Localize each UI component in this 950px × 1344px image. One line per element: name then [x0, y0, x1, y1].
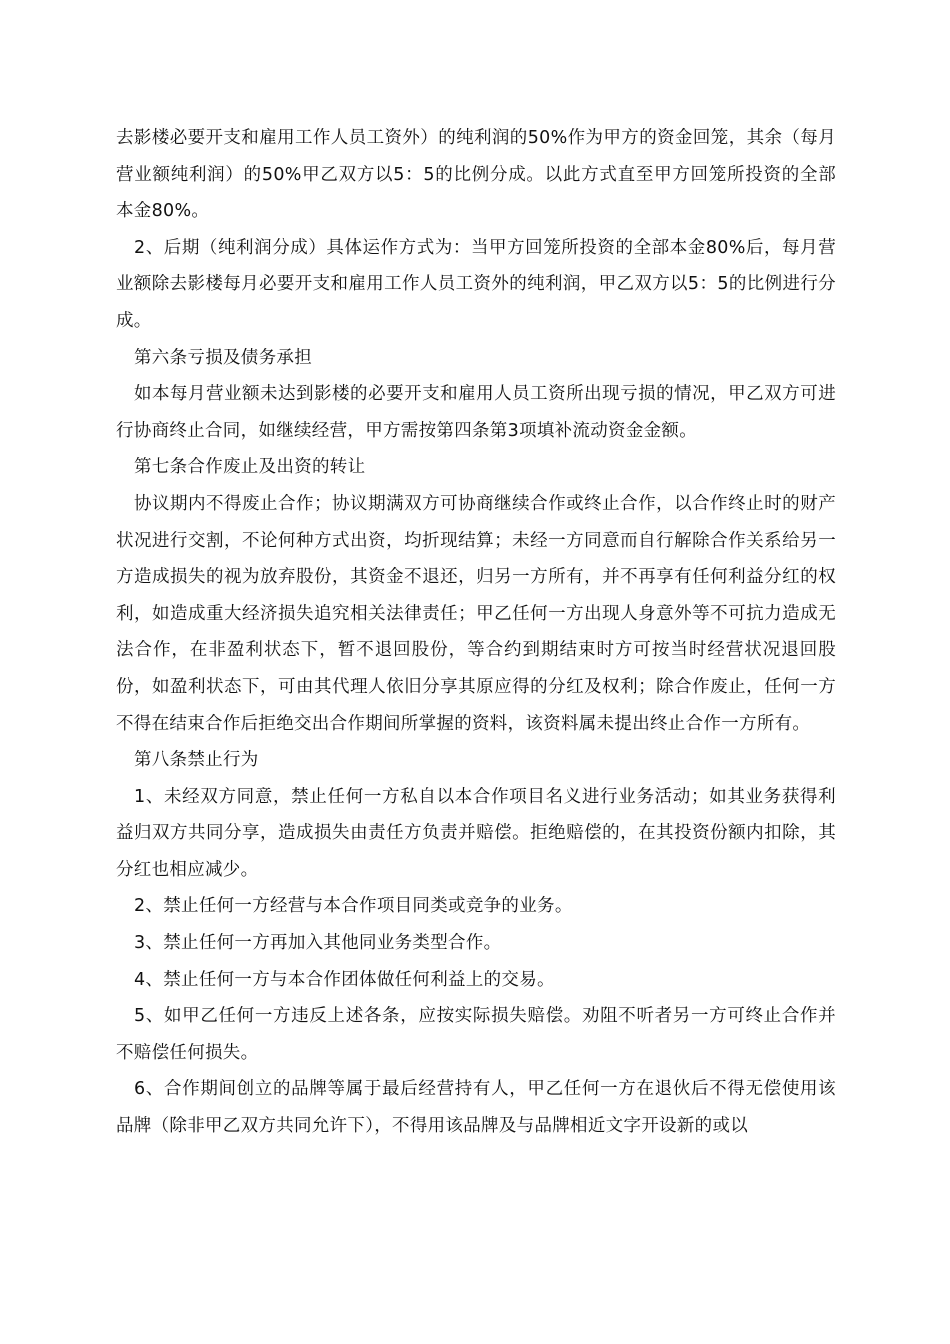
paragraph-prohibition-6: 6、合作期间创立的品牌等属于最后经营持有人，甲乙任何一方在退伙后不得无偿使用该品牌（除非甲乙双方共同允许下），不得用该品牌及与品牌相近文字开设新的或以	[116, 1079, 836, 1137]
paragraph-continued-profit-split: 去影楼必要开支和雇用工作人员工资外）的纯利润的50%作为甲方的资金回笼，其余（每月营业额纯利润）的50%甲乙双方以5：5的比例分成。以此方式直至甲方回笼所投资的全部本金80%。	[116, 128, 836, 222]
paragraph-prohibition-2: 2、禁止任何一方经营与本合作项目同类或竞争的业务。	[134, 896, 573, 917]
paragraph-prohibition-5: 5、如甲乙任何一方违反上述各条，应按实际损失赔偿。劝阻不听者另一方可终止合作并不赔偿任何损失。	[116, 1006, 836, 1063]
section-heading-article-8: 第八条禁止行为	[134, 750, 259, 771]
paragraph-prohibition-3: 3、禁止任何一方再加入其他同业务类型合作。	[134, 933, 502, 954]
paragraph-prohibition-4: 4、禁止任何一方与本合作团体做任何利益上的交易。	[134, 969, 555, 990]
paragraph-prohibition-1: 1、未经双方同意，禁止任何一方私自以本合作项目名义进行业务活动；如其业务获得利益归双方共同分享，造成损失由责任方负责并赔偿。拒绝赔偿的，在其投资份额内扣除，其分红也相应减少。	[116, 786, 836, 880]
paragraph-loss-debt: 如本每月营业额未达到影楼的必要开支和雇用人员工资所出现亏损的情况，甲乙双方可进行协商终止合同，如继续经营，甲方需按第四条第3项填补流动资金金额。	[116, 384, 836, 441]
document-page	[116, 120, 836, 1145]
section-heading-article-6: 第六条亏损及债务承担	[134, 347, 312, 368]
paragraph-later-stage-split: 2、后期（纯利润分成）具体运作方式为：当甲方回笼所投资的全部本金80%后，每月营业额除去影楼每月必要开支和雇用工作人员工资外的纯利润，甲乙双方以5：5的比例进行分成。	[116, 237, 836, 331]
paragraph-termination-transfer: 协议期内不得废止合作；协议期满双方可协商继续合作或终止合作，以合作终止时的财产状况进行交割，不论何种方式出资，均折现结算；未经一方同意而自行解除合作关系给另一方造成损失的视为放弃股份，其资金不退还，归另一方所有，并不再享有任何利益分红的权利，如造成重大经济损失追究相关法律责任；甲乙任何一方出现人身意外等不可抗力造成无法合作，在非盈利状态下，暂不退回股份，等合约到期结束时方可按当时经营状况退回股份，如盈利状态下，可由其代理人依旧分享其原应得的分红及权利；除合作废止，任何一方不得在结束合作后拒绝交出合作期间所掌握的资料，该资料属未提出终止合作一方所有。	[116, 493, 836, 734]
section-heading-article-7: 第七条合作废止及出资的转让	[134, 457, 366, 478]
